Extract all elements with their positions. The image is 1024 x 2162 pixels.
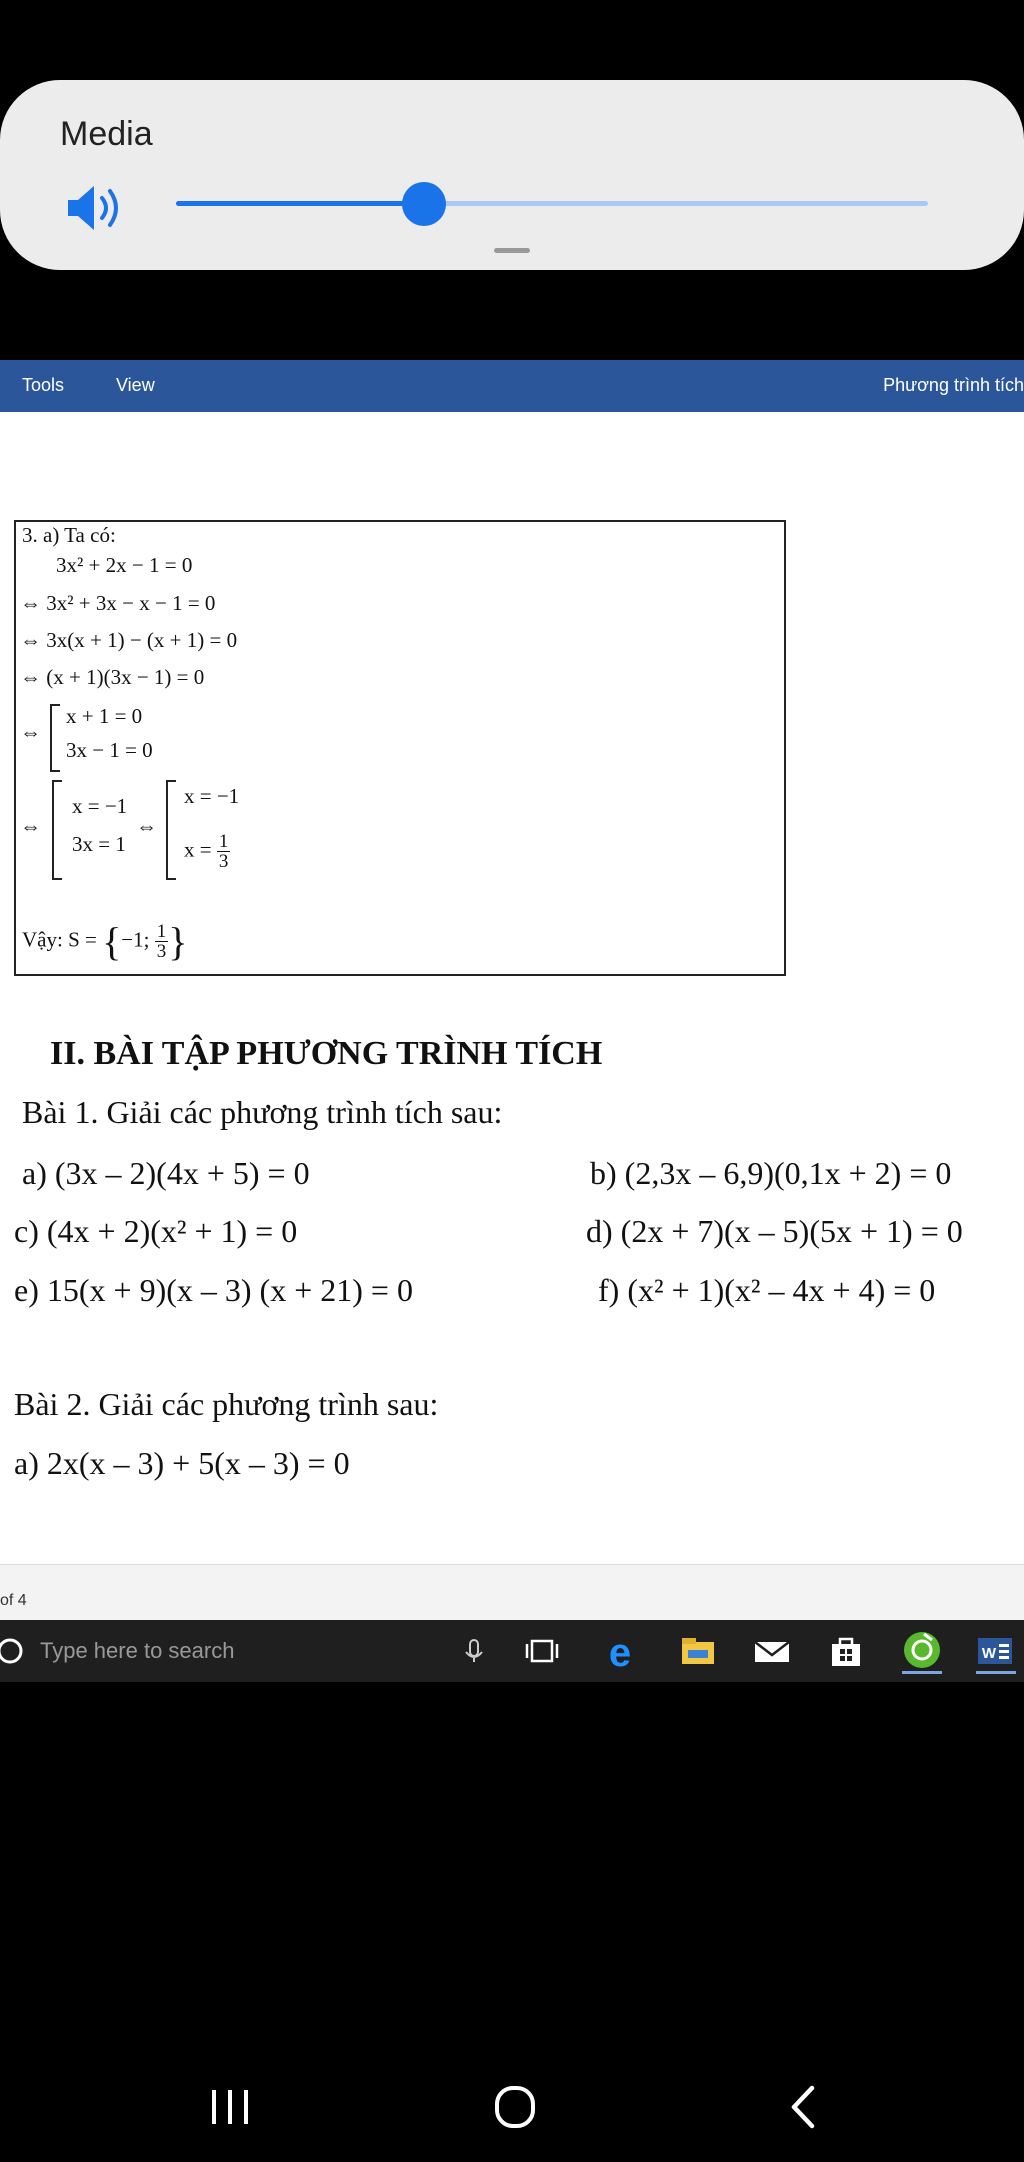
conclusion-prefix: Vậy: S =	[22, 927, 97, 952]
exercise-item: e) 15(x + 9)(x – 3) (x + 21) = 0	[14, 1272, 413, 1308]
exercise-item: f) (x² + 1)(x² – 4x + 4) = 0	[598, 1272, 936, 1308]
set-brace-open: {	[102, 919, 122, 964]
svg-text:W: W	[981, 1645, 997, 1662]
equiv-symbol: ⇔	[136, 814, 157, 838]
panel-expand-handle[interactable]	[494, 248, 530, 253]
page-count: of 4	[0, 1592, 27, 1609]
fraction-numerator: 1	[156, 921, 167, 942]
solution-line: ⇔ 3x(x + 1) − (x + 1) = 0	[20, 628, 238, 652]
system-bracket	[166, 780, 176, 880]
search-circle-icon[interactable]	[0, 1638, 26, 1664]
volume-icon[interactable]	[64, 180, 134, 236]
system-line-prefix: x =	[184, 837, 212, 862]
home-icon[interactable]	[485, 2082, 545, 2132]
recent-apps-icon[interactable]	[200, 2082, 260, 2132]
system-line: x = −1	[72, 794, 128, 818]
fraction-numerator: 1	[218, 831, 229, 852]
store-icon[interactable]	[822, 1628, 870, 1674]
fraction-one-third	[217, 832, 231, 871]
edge-icon[interactable]	[596, 1628, 644, 1674]
system-bracket	[50, 704, 60, 772]
solution-line: ⇔ 3x² + 3x − x − 1 = 0	[20, 591, 216, 615]
status-bar	[0, 1564, 1024, 1621]
solution-conclusion	[22, 918, 187, 965]
exercise-item: d) (2x + 7)(x – 5)(5x + 1) = 0	[586, 1213, 963, 1249]
menu-item-tools[interactable]: Tools	[22, 375, 65, 395]
exercise-item: a) 2x(x – 3) + 5(x – 3) = 0	[14, 1445, 350, 1481]
fraction-denominator: 3	[156, 941, 167, 962]
svg-text:e: e	[608, 1631, 632, 1674]
exercise-item: b) (2,3x – 6,9)(0,1x + 2) = 0	[590, 1155, 952, 1191]
taskbar-search-input[interactable]: Type here to search	[40, 1638, 235, 1663]
mail-icon[interactable]	[748, 1628, 796, 1674]
system-line-fraction	[184, 832, 230, 871]
task-view-icon[interactable]	[518, 1628, 566, 1674]
system-line: x + 1 = 0	[66, 704, 143, 728]
word-icon[interactable]	[972, 1628, 1020, 1674]
exercise-item: a) (3x – 2)(4x + 5) = 0	[22, 1155, 310, 1191]
fraction-one-third	[155, 922, 169, 961]
volume-slider-fill	[176, 201, 424, 206]
system-line: x = −1	[184, 784, 240, 808]
system-line: 3x − 1 = 0	[66, 738, 153, 762]
conclusion-set-item: −1;	[121, 927, 150, 952]
system-line: 3x = 1	[72, 832, 126, 856]
equiv-symbol: ⇔	[20, 814, 41, 838]
system-bracket	[52, 780, 62, 880]
exercise-1-title: Bài 1. Giải các phương trình tích sau:	[22, 1094, 503, 1130]
mic-icon[interactable]	[450, 1628, 498, 1674]
set-brace-close: }	[168, 919, 188, 964]
section-heading: II. BÀI TẬP PHƯƠNG TRÌNH TÍCH	[50, 1035, 603, 1072]
exercise-item: c) (4x + 2)(x² + 1) = 0	[14, 1213, 298, 1249]
menu-item-view[interactable]: View	[116, 375, 155, 395]
solution-intro: 3. a) Ta có:	[22, 523, 116, 547]
exercise-2-title: Bài 2. Giải các phương trình sau:	[14, 1386, 439, 1422]
app-icon[interactable]	[898, 1628, 946, 1674]
volume-slider-thumb[interactable]	[402, 182, 446, 226]
document-title: Phương trình tích	[883, 375, 1024, 395]
equiv-symbol: ⇔	[20, 720, 41, 744]
media-volume-panel	[0, 80, 1024, 270]
solution-line: 3x² + 2x − 1 = 0	[56, 553, 193, 577]
file-explorer-icon[interactable]	[674, 1628, 722, 1674]
back-icon[interactable]	[772, 2082, 832, 2132]
solution-line: ⇔ (x + 1)(3x − 1) = 0	[20, 665, 205, 689]
fraction-denominator: 3	[218, 851, 229, 872]
media-title: Media	[60, 115, 153, 153]
